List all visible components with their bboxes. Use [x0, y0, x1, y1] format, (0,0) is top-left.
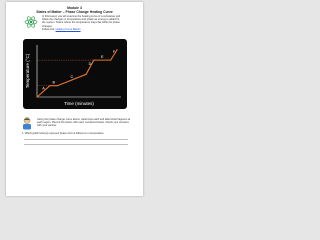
document-page: [6, 2, 143, 196]
heating-curve-link[interactable]: Heating Curve Basics: [55, 27, 81, 31]
chart-svg: [23, 39, 127, 109]
module-title: Module 3: [67, 6, 82, 10]
intro-paragraph: [42, 15, 122, 31]
chart-background: [23, 39, 127, 109]
y-axis-label: Temperature (°C): [25, 53, 30, 89]
heating-curve-chart: [23, 39, 127, 109]
point-label: D: [88, 62, 92, 67]
instructions-text: Using the phase change curve above, determine each and label what happens at each region. Record the letters with each numbered below. Check your answers with your partner.: [37, 118, 131, 128]
answer-line-2[interactable]: [24, 144, 128, 145]
point-label: A: [42, 86, 45, 91]
student-icon: [20, 116, 34, 130]
point-label: B: [52, 80, 56, 85]
page-header: [6, 6, 143, 14]
point-label: F: [112, 49, 116, 54]
lesson-title: States of Matter – Phase Change Heating Curve: [36, 10, 113, 14]
point-label: C: [70, 74, 74, 79]
intro-text: In this lesson you will examine the heating curve of a substance and follow the changes in temperature and phase as energy is added to the system. Notice where the temperature stays flat while the phase changes.: [42, 15, 121, 28]
question-1: 1. Which graph letter(s) represent phase and no difference in temperature.: [22, 132, 105, 135]
x-axis-label: Time (minutes): [64, 101, 94, 106]
atom-icon: [24, 15, 38, 29]
answer-line-1[interactable]: [24, 139, 128, 140]
link-label: Follow link:: [42, 27, 55, 31]
point-label: E: [100, 55, 104, 60]
